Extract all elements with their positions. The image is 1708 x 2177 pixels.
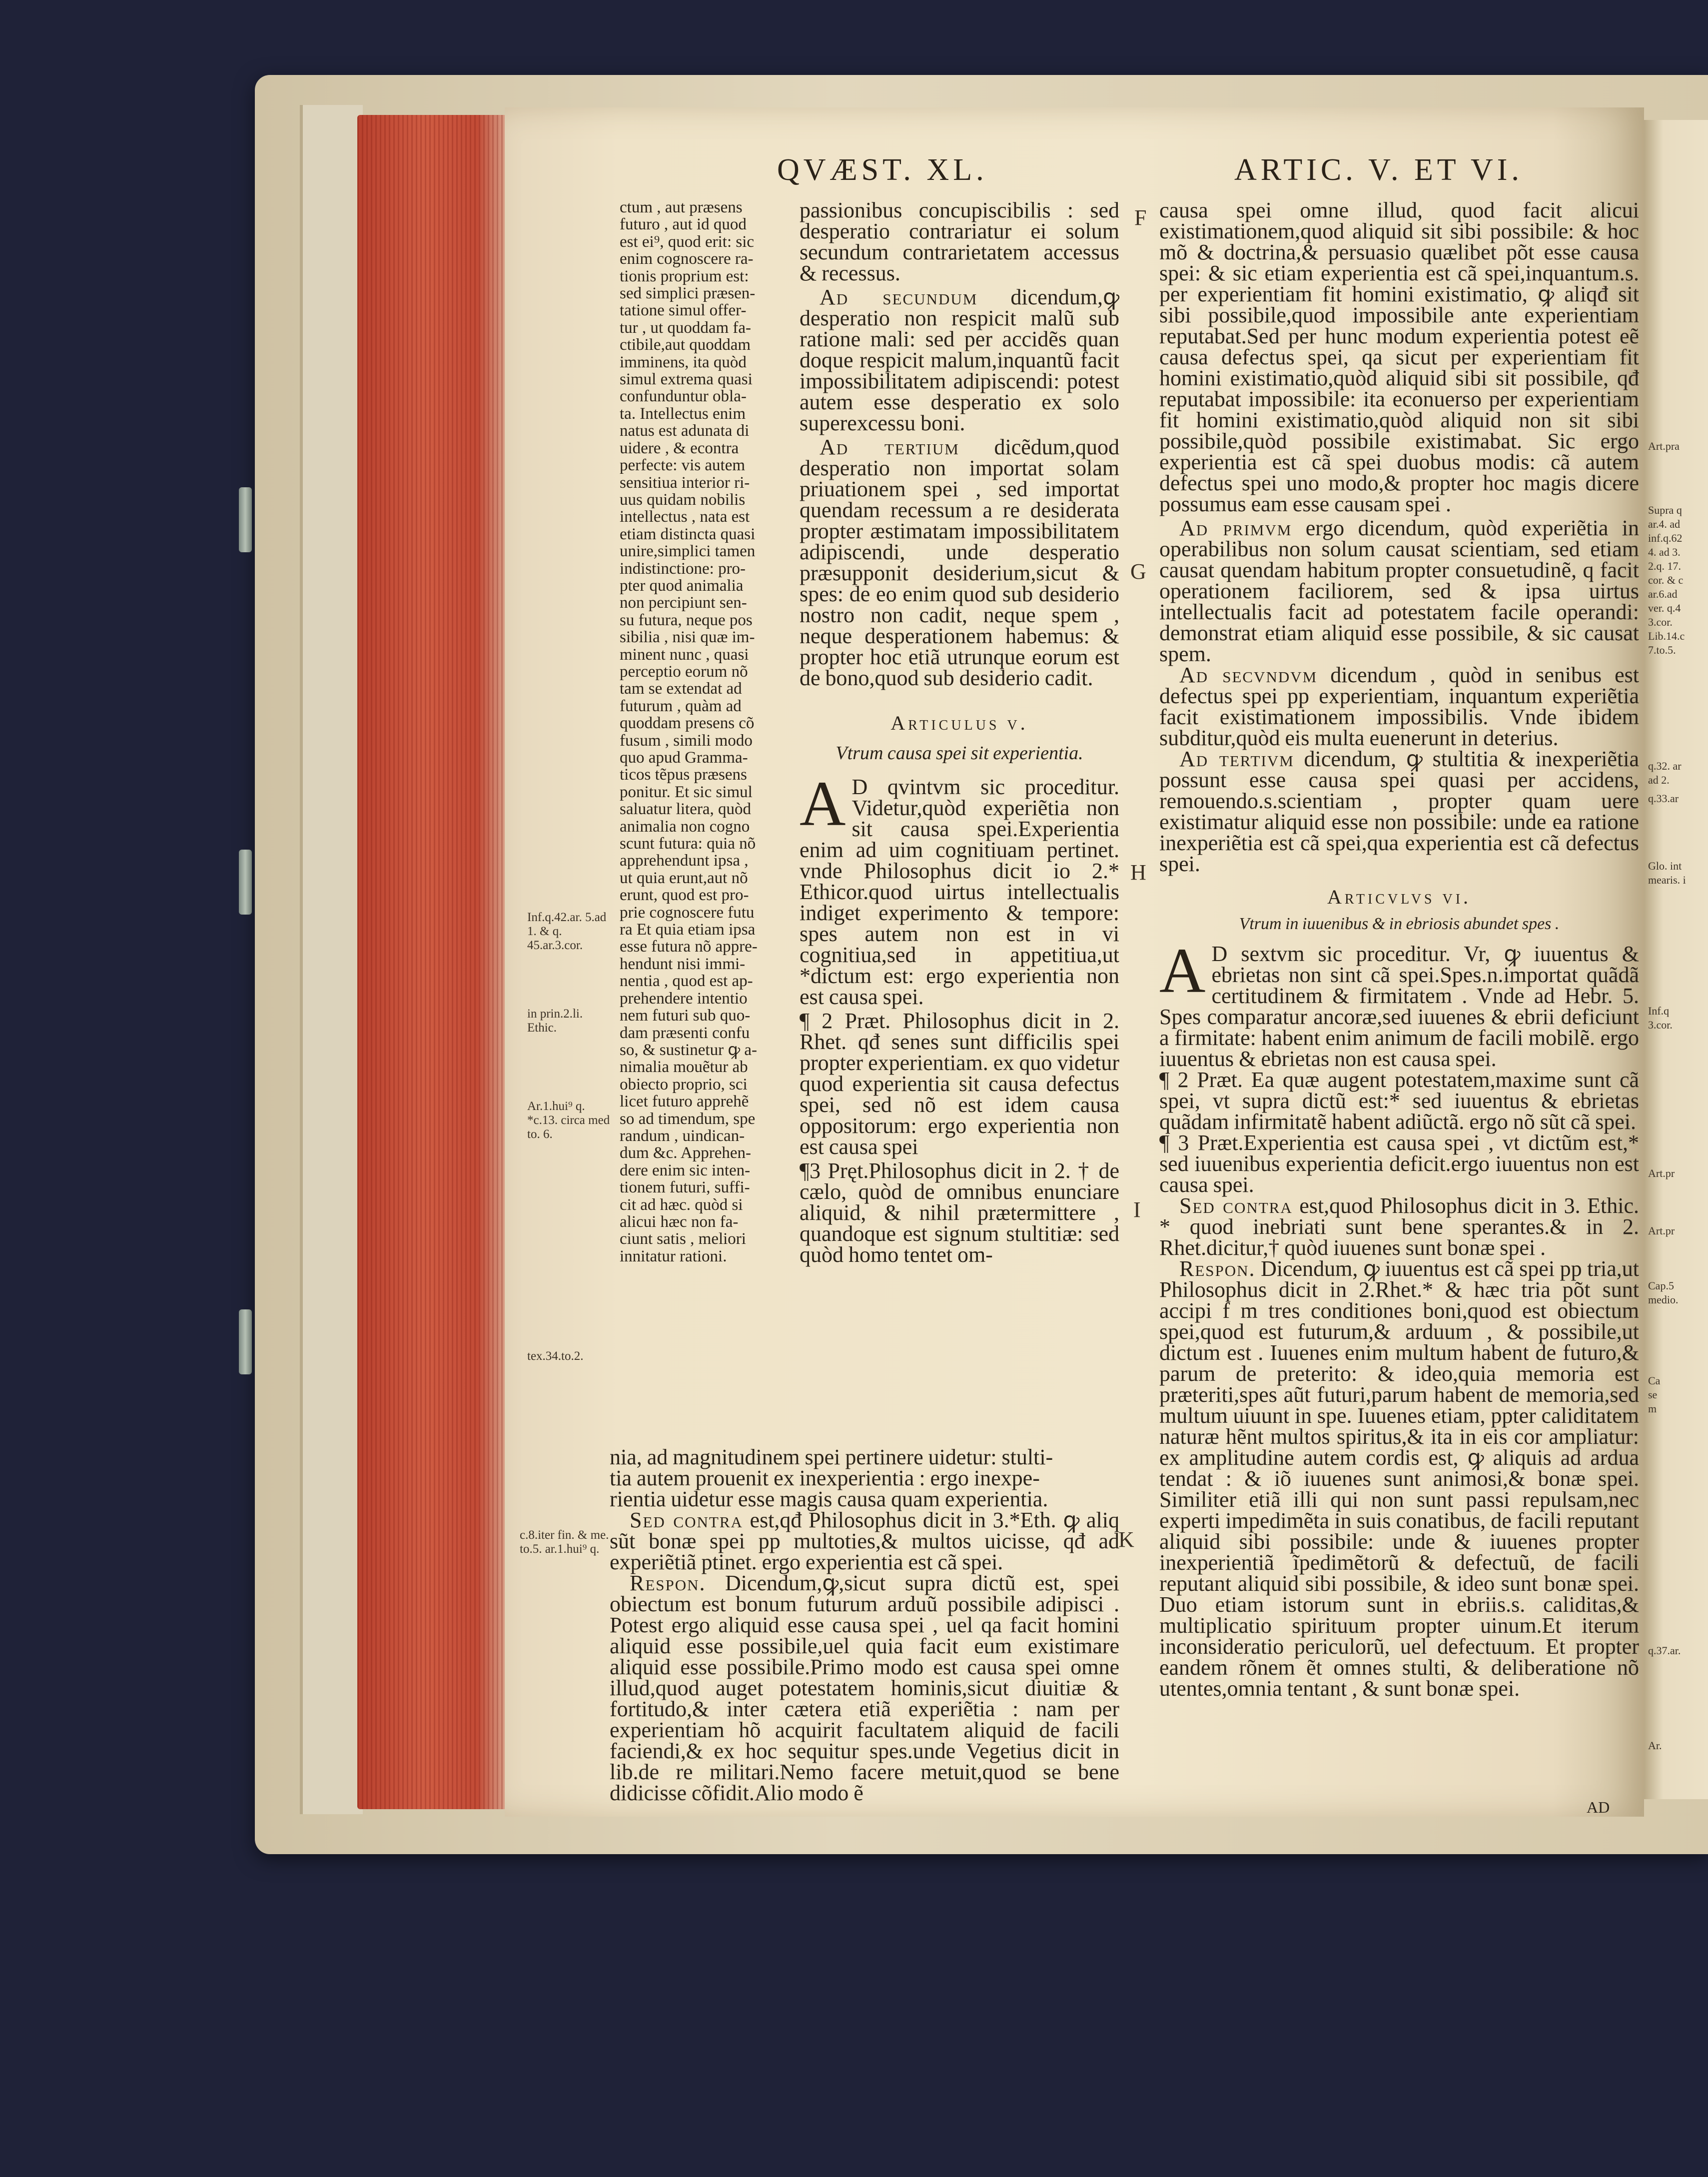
commentary-line: uidere , & econtra bbox=[620, 439, 739, 457]
right-column bbox=[1159, 200, 1639, 1699]
commentary-line: tur , ut quoddam fa- bbox=[620, 318, 752, 337]
commentary-line: minent nunc , quasi bbox=[620, 645, 749, 664]
commentary-line: prehendere intentio bbox=[620, 989, 748, 1008]
commentary-line: ticos tẽpus præsens bbox=[620, 766, 747, 784]
ad-secundum-text: dicendum,ꝙ desperatio non respicit malũ sub ratione mali: sed per accidẽs quan doque respicit malum,inquantũ facit impossibilitatem adipiscendi: potest autem esse desperatio ex solo superexcessu boni. bbox=[800, 285, 1119, 435]
facing-gloss: q.32. ar bbox=[1648, 760, 1682, 772]
article-6-opening-text: D sextvm sic proceditur. Vr, ꝙ iuuentus & ebrietas non sint cã spei.Spes.n.importat quãdã certitudinem & firmitatem . Vnde ad Hebr. 5. Spes comparatur ancoræ,sed iuuenes & ebrii deficiunt a firmitate: habent enim animum de facili mobilẽ. ergo iuuentus & ebrietas non est causa spei. bbox=[1159, 942, 1639, 1071]
gloss-left-5: c.8.iter fin. & me. to.5. ar.1.hui⁹ q. bbox=[520, 1528, 609, 1556]
commentary-line: saluatur litera, quòd bbox=[620, 800, 752, 819]
objection-2: ¶ 2 Præt. Philosophus dicit in 2. Rhet. qđ senes sunt difficilis spei propter experientiam. ex quo videtur quod experientia sit causa defectus spei, sed nõ est idem causa oppositorum: ergo experientia non est causa spei bbox=[800, 1009, 1119, 1159]
continuation-line: nia, ad magnitudinem spei pertinere uidetur: stulti- bbox=[610, 1445, 1053, 1469]
respon-text: Dicendum,ꝙ,sicut supra dictũ est, spei obiectum est bonum futurum arduũ possibile adipisci . Potest ergo aliquid esse causa spei , uel qa facit homini aliquid esse possibile,uel quia facit eum existimare aliquid esse possibile.Primo modo est causa spei omne illud,quod auget potestatem hominis,sicut diuitiæ & fortitudo,& inter cætera etiã experiẽtia : nam per experientiam hõ acquirit facultatem aliquid de facili faciendi,& ex hoc sequitur spes.unde Vegetius dicit in lib.de re militari.Nemo facere metuit,quod se bene didicisse cõfidit.Alio modo ẽ bbox=[610, 1571, 1119, 1805]
respon-r-text: Dicendum, ꝙ iuuentus est cã spei pp tria,ut Philosophus dicit in 2.Rhet.* & hæc tria põt sunt accipi f m tres conditiones boni,quod est obiectum spei,quod est futurum,& arduum , & possibile,ut dictum est . Iuuenes enim multum habent de futuro,& parum de preterito: & ideo,quia memoria est præteriti,spes aũt futuri,parum habent de memoria,sed multum uiuunt in spe. Iuuenes etiam, ppter caliditatem naturæ hẽnt multos spiritus,& ita in eis cor ampliatur: ex amplitudine autem cordis est, ꝙ aliquis ad ardua tendat : & iõ iuuenes sunt animosi,& bonæ spei. Similiter etiã illi qui non sunt passi repulsam,nec experti impedimẽta in suis conatibus, de facili reputant aliquid sibi possibile: unde & iuuenes propter inexperientiã ĩpedimẽtorũ & defectuũ, de facili reputant aliquid sibi possibile, & ideo sunt bonæ spei. Duo etiam istorum sunt in ebriis.s. caliditas,& multiplicatio spirituum propter uinum.Et iterum inconsideratio periculorũ, uel defectuum. Et propter eandem rõnem ẽt omnes stulti, & deliberatione nõ utentes,omnia tentant , & sunt bonæ spei. bbox=[1159, 1256, 1639, 1701]
red-page-edges bbox=[357, 115, 507, 1809]
commentary-line: ciunt satis , meliori bbox=[620, 1230, 746, 1248]
facing-page-edge bbox=[1644, 120, 1708, 1799]
commentary-line: cit ad hæc. quòd si bbox=[620, 1195, 743, 1214]
section-letter-k: K bbox=[1118, 1527, 1134, 1552]
commentary-line: pter quod animalia bbox=[620, 576, 744, 595]
facing-gloss: Art.pr bbox=[1648, 1167, 1675, 1179]
commentary-column bbox=[620, 199, 787, 1265]
ad-secundum-lead: Ad secundum bbox=[820, 285, 978, 309]
facing-gloss: Art.pra bbox=[1648, 440, 1680, 452]
article-5-opening-text: D qvintvm sic proceditur. Videtur,quòd experiẽtia non sit causa spei.Experientia enim ad uim cognitiuam pertinet. vnde Philosophus dicit io 2.* Ethicor.quod uirtus intellectualis indiget experimento & tempore: spes autem non est in vi cognitiua,sed in appetitiua,ut *dictum est: ergo experientia non est causa spei. bbox=[800, 775, 1119, 1009]
facing-gloss: mearis. i bbox=[1648, 874, 1686, 886]
section-letter-f: F bbox=[1134, 205, 1147, 230]
commentary-line: uus quidam nobilis bbox=[620, 490, 746, 509]
commentary-line: tionis proprium est: bbox=[620, 267, 749, 285]
facing-gloss: 4. ad 3. bbox=[1648, 546, 1681, 558]
ad-tertium-paragraph bbox=[800, 437, 1119, 689]
commentary-line: animalia non cogno bbox=[620, 817, 750, 836]
commentary-line: sed simplici præsen- bbox=[620, 284, 756, 303]
gloss-left-2: in prin.2.li. Ethic. bbox=[527, 1007, 583, 1035]
section-letter-g: G bbox=[1130, 559, 1146, 584]
facing-gloss: q.37.ar. bbox=[1648, 1644, 1681, 1657]
respon-lead: Respon. bbox=[630, 1571, 706, 1595]
commentary-line: scunt futura: quia nõ bbox=[620, 835, 756, 853]
ad-secundum-paragraph bbox=[800, 287, 1119, 434]
middle-intro: passionibus concupiscibilis : sed desperatio contrariatur ei solum secundum contrarietatem accessus & recessus. bbox=[800, 198, 1119, 285]
facing-gloss: Ar. bbox=[1648, 1739, 1662, 1752]
ad-tertium-lead: Ad tertium bbox=[820, 435, 959, 459]
commentary-line: fusum , simili modo bbox=[620, 731, 753, 750]
sed-contra-r-text: est,quod Philosophus dicit in 3. Ethic. * quod inebriati sunt bene sperantes.& in 2. Rhet.dicitur,† quòd iuuenes sunt bonæ spei . bbox=[1159, 1193, 1639, 1260]
facing-gloss: 7.to.5. bbox=[1648, 644, 1676, 656]
section-letter-h: H bbox=[1130, 860, 1146, 885]
facing-gloss: 2.q. 17. bbox=[1648, 560, 1681, 572]
commentary-line: tatione simul offer- bbox=[620, 301, 747, 320]
article-6-question: Vtrum in iuuenibus & in ebriosis abundet spes . bbox=[1239, 915, 1560, 933]
commentary-line: sensitiua interior ri- bbox=[620, 473, 750, 492]
commentary-line: erunt, quod est pro- bbox=[620, 886, 749, 905]
facing-gloss: ar.6.ad bbox=[1648, 588, 1678, 600]
sed-contra-paragraph bbox=[610, 1510, 1119, 1573]
dropcap-a-2: A bbox=[1159, 935, 1206, 1006]
facing-gloss: se bbox=[1648, 1388, 1658, 1401]
respon-r-lead: Respon. bbox=[1179, 1256, 1256, 1281]
running-head-quaestio: QVÆST. XL. bbox=[777, 153, 988, 187]
commentary-line: futuro , aut id quod bbox=[620, 215, 747, 234]
commentary-line: quo apud Gramma- bbox=[620, 749, 748, 767]
commentary-line: sibilia , nisi quæ im- bbox=[620, 628, 755, 647]
facing-gloss: medio. bbox=[1648, 1293, 1679, 1306]
commentary-line: randum , uindican- bbox=[620, 1126, 745, 1145]
facing-gloss: Supra q bbox=[1648, 504, 1682, 516]
sed-contra-r-paragraph bbox=[1159, 1195, 1639, 1258]
respon-paragraph bbox=[610, 1573, 1119, 1804]
clasp-top bbox=[239, 487, 252, 552]
facing-gloss: Art.pr bbox=[1648, 1224, 1675, 1237]
respon-r-paragraph bbox=[1159, 1258, 1639, 1699]
objection-6-2: ¶ 2 Præt. Ea quæ augent potestatem,maxime sunt cã spei, vt supra dictũ est:* sed iuuentus & ebrietas quãdam infirmitatẽ habent adiũctã. ergo nõ sũt cã spei. bbox=[1159, 1068, 1639, 1134]
inner-board bbox=[300, 105, 363, 1814]
facing-gloss: Inf.q bbox=[1648, 1005, 1670, 1017]
commentary-line: imminens, ita quòd bbox=[620, 353, 747, 371]
ad-primum-lead: Ad primvm bbox=[1179, 516, 1292, 540]
section-letter-i: I bbox=[1133, 1197, 1141, 1222]
commentary-line: tam se extendat ad bbox=[620, 680, 742, 698]
commentary-line: alicui hæc non fa- bbox=[620, 1212, 739, 1231]
commentary-line: indistinctione: pro- bbox=[620, 559, 746, 578]
commentary-line: enim cognoscere ra- bbox=[620, 250, 754, 268]
commentary-line: est ei⁹, quod erit: sic bbox=[620, 232, 755, 251]
ad-secundum-r-text: dicendum , quòd in senibus est defectus spei pp experientiam, inquantum experiẽtia facit existimationem impossibilis. Vnde ibidem subditur,quòd eis multa euenerunt in deterius. bbox=[1159, 663, 1639, 750]
ad-secundum-r-lead: Ad secvndvm bbox=[1179, 663, 1318, 687]
commentary-line: ctibile,aut quoddam bbox=[620, 336, 751, 354]
commentary-line: obiecto proprio, sci bbox=[620, 1075, 748, 1093]
sed-contra-lead: Sed contra bbox=[630, 1508, 743, 1532]
commentary-line: perfecte: vis autem bbox=[620, 456, 746, 475]
right-intro: causa spei omne illud, quod facit alicui existimationem,quod aliquid sit sibi possibile: & hoc mõ & doctrina,& persuasio quælibet põt esse causa spei: & sic etiam experientia est cã spei,inquantum.s. per experientiam fit homini existimatio, ꝙ aliqđ sit sibi possibile,quod impossibile ante experientiam reputabat.Sed per hunc modum experientia potest eẽ causa defectus spei, qa sicut per experientiam fit homini existimatio,quòd aliquid sibi sit possibile, qđ reputabat impossibile: ita econuerso per experientiam fit homini existimatio,quòd aliquid non sit sibi possibile,quòd possibile existimabat. Sic ergo experientia est cã spei duobus modis: cã autem defectus spei uno modo,& propter hoc magis dicere possumus eam esse causam spei . bbox=[1159, 198, 1639, 516]
facing-gloss: Cap.5 bbox=[1648, 1279, 1674, 1292]
article-6-heading: Articvlvs vi. bbox=[1327, 886, 1472, 908]
bottom-continuation bbox=[610, 1447, 1119, 1510]
commentary-line: dere enim sic inten- bbox=[620, 1161, 751, 1179]
catchword: AD bbox=[1587, 1798, 1610, 1816]
facing-gloss: Ca bbox=[1648, 1374, 1661, 1387]
article-5-question: Vtrum causa spei sit experientia. bbox=[836, 743, 1083, 764]
commentary-line: innitatur rationi. bbox=[620, 1247, 727, 1265]
commentary-line: non percipiunt sen- bbox=[620, 594, 747, 612]
facing-gloss: Glo. int bbox=[1648, 860, 1682, 872]
ad-secundum-r-paragraph bbox=[1159, 665, 1639, 749]
clasp-middle bbox=[239, 850, 252, 915]
article-6-opening bbox=[1159, 935, 1639, 1071]
commentary-line: tionem futuri, suffi- bbox=[620, 1178, 750, 1197]
commentary-line: nem futuri sub quo- bbox=[620, 1007, 751, 1025]
commentary-line: apprehendunt ipsa , bbox=[620, 852, 749, 870]
facing-gloss: m bbox=[1648, 1402, 1657, 1415]
gloss-left-4: tex.34.to.2. bbox=[527, 1349, 584, 1363]
middle-column bbox=[800, 200, 1119, 1265]
ad-tertium-text: dicẽdum,quod desperatio non importat solam priuationem spei , sed importat quendam recessum a re desiderata propter æstimatam impossibilitatem adipiscendi, unde desperatio præsupponit desiderium,sicut & spes: de eo enim quod sub desiderio nostro non cadit, neque spem , neque desperationem habemus: & propter hoc etiã utrunque eorum est de bono,quod sub desiderio cadit. bbox=[800, 435, 1119, 690]
commentary-line: intellectus , nata est bbox=[620, 508, 750, 526]
ad-tertium-r-text: dicendum, ꝙ stultitia & inexperiẽtia possunt esse causa spei quasi per accidens, remouendo.s.scientiam , propter quam uere existimatur aliquid esse non possibile: unde ea ratione inexperiẽtia est cã spei,qua experientia est cã defectus spei. bbox=[1159, 747, 1639, 876]
commentary-line: ut quia erunt,aut nõ bbox=[620, 869, 748, 887]
facing-gloss: ver. q.4 bbox=[1648, 602, 1681, 614]
facing-gloss: ar.4. ad bbox=[1648, 518, 1681, 530]
continuation-line: rientia uidetur esse magis causa quam experientia. bbox=[610, 1487, 1048, 1511]
article-5-heading: Articulus v. bbox=[890, 712, 1028, 734]
commentary-line: licet futuro apprehẽ bbox=[620, 1092, 749, 1111]
commentary-line: ra Et quia etiam ipsa bbox=[620, 921, 756, 939]
objection-6-3: ¶ 3 Præt.Experientia est causa spei , vt dictũm est,* sed iuuenibus experientia deficit.ergo iuuentus non est causa spei. bbox=[1159, 1130, 1639, 1197]
commentary-line: su futura, neque pos bbox=[620, 611, 753, 629]
sed-contra-r-lead: Sed contra bbox=[1179, 1193, 1293, 1218]
commentary-line: perceptio eorum nõ bbox=[620, 662, 748, 681]
commentary-line: confunduntur obla- bbox=[620, 387, 747, 406]
objection-3: ¶3 Pręt.Philosophus dicit in 2. † de cælo, quòd de omnibus enunciare aliquid, & nihil prætermittere , quandoque est signum stultitiæ: sed quòd homo tentet om- bbox=[800, 1158, 1119, 1267]
facing-gloss: ad 2. bbox=[1648, 774, 1670, 786]
commentary-line: futurum , quàm ad bbox=[620, 697, 742, 715]
facing-gloss: Lib.14.c bbox=[1648, 630, 1685, 642]
commentary-line: ta. Intellectus enim bbox=[620, 404, 746, 423]
commentary-line: so, & sustinetur ꝙ a- bbox=[620, 1041, 758, 1059]
gloss-left-1: Inf.q.42.ar. 5.ad 1. & q. 45.ar.3.cor. bbox=[527, 911, 607, 952]
commentary-line: etiam distincta quasi bbox=[620, 525, 756, 543]
commentary-line: nentia , quod est ap- bbox=[620, 972, 753, 991]
ad-tertium-r-paragraph bbox=[1159, 749, 1639, 875]
sed-contra-text: est,qđ Philosophus dicit in 3.*Eth. ꝙ aliq sũt bonæ spei pp multoties,& multos uicisse, qđ ad experiẽtiã ptinet. ergo experientia est cã spei. bbox=[610, 1508, 1119, 1574]
commentary-line: ctum , aut præsens bbox=[620, 198, 743, 216]
facing-gloss: 3.cor. bbox=[1648, 616, 1673, 628]
commentary-line: hendunt nisi immi- bbox=[620, 955, 746, 973]
commentary-line: dam præsenti confu bbox=[620, 1024, 750, 1042]
commentary-line: esse futura nõ appre- bbox=[620, 938, 758, 956]
facing-gloss: inf.q.62 bbox=[1648, 532, 1683, 544]
ad-primum-paragraph bbox=[1159, 518, 1639, 665]
article-5-opening bbox=[800, 768, 1119, 1009]
commentary-line: natus est adunata di bbox=[620, 422, 750, 440]
facing-gloss: 3.cor. bbox=[1648, 1019, 1673, 1031]
commentary-line: simul extrema quasi bbox=[620, 370, 753, 389]
commentary-line: nimalia mouẽtur ab bbox=[620, 1058, 748, 1077]
commentary-line: ponitur. Et sic simul bbox=[620, 783, 753, 801]
left-lower-block bbox=[610, 1447, 1119, 1804]
running-head-articulus: ARTIC. V. ET VI. bbox=[1234, 153, 1523, 187]
commentary-line: dum &c. Apprehen- bbox=[620, 1144, 752, 1162]
ad-tertium-r-lead: Ad tertivm bbox=[1179, 747, 1294, 771]
facing-gloss: cor. & c bbox=[1648, 574, 1684, 586]
continuation-line: tia autem prouenit ex inexperientia : ergo inexpe- bbox=[610, 1466, 1040, 1490]
gloss-left-3: Ar.1.hui⁹ q. *c.13. circa med to. 6. bbox=[527, 1099, 610, 1141]
commentary-line: prie cognoscere futu bbox=[620, 903, 755, 922]
dropcap-a: A bbox=[800, 768, 846, 839]
ad-primum-text: ergo dicendum, quòd experiẽtia in operabilibus non solum causat scientiam, sed etiam causat quendam habitum propter consuetudinẽ, q facit operationem faciliorem, sed & ipsa uirtus intellectualis facit ad potestatem facile operandi: demonstrat etiam aliquid esse possibile, & sic causat spem. bbox=[1159, 516, 1640, 666]
commentary-line: quoddam presens cõ bbox=[620, 714, 755, 733]
clasp-bottom bbox=[239, 1309, 252, 1374]
facing-gloss: q.33.ar bbox=[1648, 792, 1679, 805]
commentary-line: unire,simplici tamen bbox=[620, 542, 756, 561]
commentary-line: so ad timendum, spe bbox=[620, 1109, 756, 1128]
